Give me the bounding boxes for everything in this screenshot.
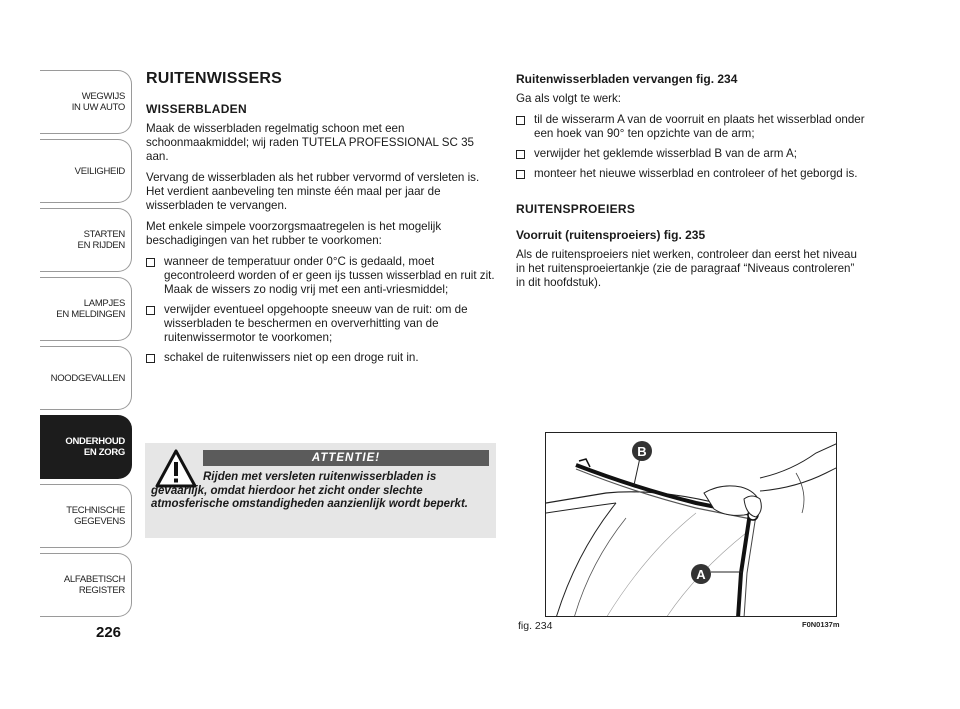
tab-label: VEILIGHEID — [74, 165, 125, 177]
tab-technische[interactable] — [40, 484, 132, 548]
tab-alfabetisch[interactable] — [40, 553, 132, 617]
list-item — [146, 255, 496, 297]
wiper-illustration — [546, 433, 837, 617]
tab-starten[interactable] — [40, 208, 132, 272]
tab-wegwijs[interactable] — [40, 70, 132, 134]
warning-heading: ATTENTIE! — [203, 450, 489, 466]
list-item — [516, 167, 866, 181]
bullet-list — [516, 113, 866, 181]
figure-234 — [545, 432, 837, 617]
list-item — [516, 147, 866, 161]
bullet-list — [146, 255, 496, 365]
list-item-text: til de wisserarm A van de voorruit en plaats het wisserblad onder een hoek van 90° ten opzichte van de arm; — [534, 113, 865, 140]
page-number: 226 — [96, 624, 122, 641]
tab-label: NOODGEVALLEN — [50, 372, 125, 384]
figure-code: F0N0137m — [802, 620, 840, 629]
procedure-heading: Voorruit (ruitensproeiers) fig. 235 — [516, 228, 706, 242]
list-item-text: monteer het nieuwe wisserblad en controleer of het geborgd is. — [534, 167, 858, 180]
paragraph: Ga als volgt te werk: — [516, 92, 622, 105]
list-item — [146, 351, 496, 365]
paragraph: Vervang de wisserbladen als het rubber vervormd of versleten is. Het verdient aanbeveling ten minste één maal per jaar de wisserbladen te vervangen. — [146, 171, 480, 212]
right-column — [516, 72, 866, 297]
checkbox-bullet-icon — [516, 150, 525, 159]
tab-label: TECHNISCHE GEGEVENS — [66, 505, 125, 527]
tab-lampjes[interactable] — [40, 277, 132, 341]
tab-veiligheid[interactable] — [40, 139, 132, 203]
label-a: A — [696, 567, 706, 582]
label-b: B — [637, 444, 647, 459]
figure-caption: fig. 234 — [518, 620, 553, 632]
tab-label: ALFABETISCH REGISTER — [63, 574, 125, 596]
list-item-text: schakel de ruitenwissers niet op een droge ruit in. — [164, 351, 419, 364]
tab-label: STARTEN EN RIJDEN — [77, 229, 125, 251]
checkbox-bullet-icon — [146, 258, 155, 267]
tab-onderhoud[interactable] — [40, 415, 132, 479]
tab-label: LAMPJES EN MELDINGEN — [56, 298, 125, 320]
list-item-text: verwijder het geklemde wisserblad B van de arm A; — [534, 147, 797, 160]
checkbox-bullet-icon — [146, 306, 155, 315]
left-column — [146, 70, 496, 372]
subsection-title: WISSERBLADEN — [146, 102, 247, 116]
checkbox-bullet-icon — [146, 354, 155, 363]
procedure-heading: Ruitenwisserbladen vervangen fig. 234 — [516, 72, 738, 86]
subsection-title: RUITENSPROEIERS — [516, 202, 636, 216]
paragraph: Maak de wisserbladen regelmatig schoon met een schoonmaakmiddel; wij raden TUTELA PROFESSIONAL SC 35 aan. — [146, 122, 474, 163]
list-item-text: verwijder eventueel opgehoopte sneeuw van de ruit: om de wisserbladen te beschermen en oververhitting van de ruitenwissermotor te voorkomen; — [164, 303, 468, 344]
list-item — [146, 303, 496, 345]
warning-text — [151, 471, 486, 512]
tab-noodgevallen[interactable] — [40, 346, 132, 410]
tab-label: ONDERHOUD EN ZORG — [65, 436, 125, 458]
paragraph: Als de ruitensproeiers niet werken, controleer dan eerst het niveau in het ruitensproeiertankje (zie de paragraaf “Niveaus controleren” in dit hoofdstuk). — [516, 248, 857, 289]
list-item — [516, 113, 866, 141]
checkbox-bullet-icon — [516, 116, 525, 125]
warning-text-content: Rijden met versleten ruitenwisserbladen is gevaarlijk, omdat hierdoor het zicht onder slechte atmosferische omstandigheden aanzienlijk wordt beperkt. — [151, 471, 468, 510]
tab-label: WEGWIJS IN UW AUTO — [71, 91, 125, 113]
list-item-text: wanneer de temperatuur onder 0°C is gedaald, moet gecontroleerd worden of er geen ijs tussen wisserblad en ruit zit. Maak de wissers zo nodig vrij met een anti-vriesmiddel; — [164, 255, 495, 296]
checkbox-bullet-icon — [516, 170, 525, 179]
paragraph: Met enkele simpele voorzorgsmaatregelen is het mogelijk beschadigingen van het rubber te voorkomen: — [146, 220, 442, 247]
section-title: RUITENWISSERS — [146, 70, 282, 87]
warning-box — [145, 443, 496, 538]
